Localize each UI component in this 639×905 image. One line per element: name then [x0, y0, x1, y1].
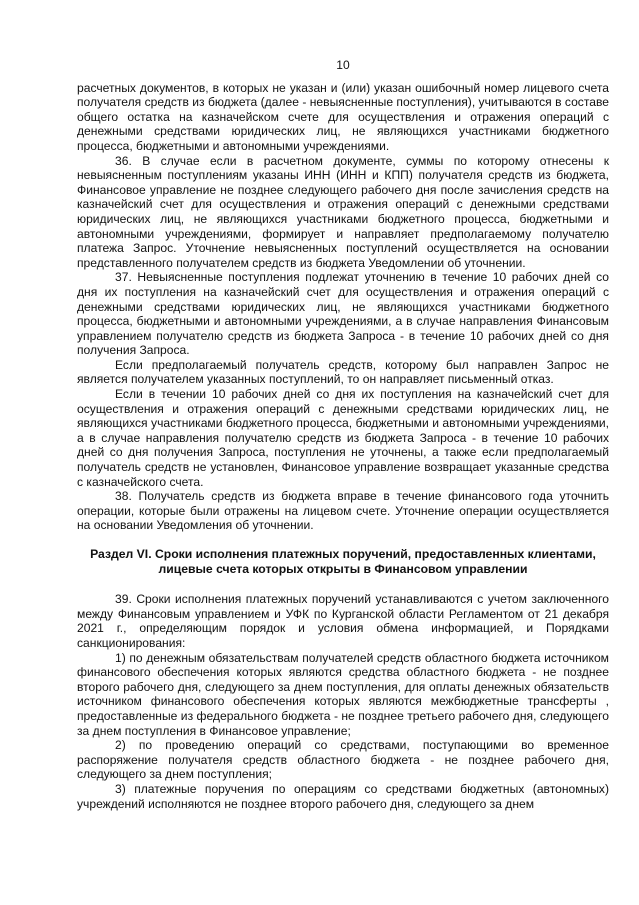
paragraph: 39. Сроки исполнения платежных поручений устанавливаются с учетом заключенного между Финансовым управлением и УФК по Курганской области Регламентом от 21 декабря 2021 г., определяющим порядок и условия обмена информацией, и Порядками санкционирования:	[77, 592, 609, 650]
paragraph: 36. В случае если в расчетном документе, суммы по которому отнесены к невыясненным поступлениям указаны ИНН (ИНН и КПП) получателя средств из бюджета, Финансовое управление не позднее следующего рабочего дня после зачисления средств на казначейский счет для осуществления и отражения операций с денежными средствами юридических лиц, не являющихся участниками бюджетного процесса, бюджетными и автономными учреждениями, формирует и направляет предполагаемому получателю платежа Запрос. Уточнение невыясненных поступлений осуществляется на основании представленного получателем средств из бюджета Уведомлении об уточнении.	[77, 153, 609, 270]
paragraph: 38. Получатель средств из бюджета вправе в течение финансового года уточнить операции, которые были отражены на лицевом счете. Уточнение операции осуществляется на основании Уведомления об уточнении.	[77, 489, 609, 533]
paragraphs-before	[77, 81, 609, 533]
paragraph: расчетных документов, в которых не указан и (или) указан ошибочный номер лицевого счета получателя средств из бюджета (далее - невыясненные поступления), учитываются в составе общего остатка на казначейском счете для осуществления и отражения операций с денежными средствами юридических лиц, не являющихся участниками бюджетного процесса, бюджетными и автономными учреждениями.	[77, 80, 609, 153]
paragraph: 3) платежные поручения по операциям со средствами бюджетных (автономных) учреждений исполняются не позднее второго рабочего дня, следующего за днем	[77, 781, 609, 811]
paragraph: 37. Невыясненные поступления подлежат уточнению в течение 10 рабочих дней со дня их поступления на казначейский счет для осуществления и отражения операций с денежными средствами юридических лиц, не являющихся участниками бюджетного процесса, бюджетными и автономными учреждениями, а в случае направления Финансовым управлением получателю средств из бюджета Запроса - в течение 10 рабочих дней со дня получения Запроса.	[77, 270, 609, 358]
paragraphs-after	[77, 592, 609, 811]
section-heading: Раздел VI. Сроки исполнения платежных поручений, предоставленных клиентами, лицевые счета которых открыты в Финансовом управлении	[90, 547, 596, 576]
paragraph: 1) по денежным обязательствам получателей средств областного бюджета источником финансового обеспечения которых являются средства областного бюджета - не позднее второго рабочего дня, следующего за днем поступления, для оплаты денежных обязательств источником финансового обеспечения которых являются межбюджетные трансферты , предоставленные из федерального бюджета - не позднее третьего рабочего дня, следующего за днем поступления в Финансовое управление;	[77, 650, 609, 738]
paragraph: 2) по проведению операций со средствами, поступающими во временное распоряжение получателя средств областного бюджета - не позднее рабочего дня, следующего за днем поступления;	[77, 738, 609, 782]
paragraph: Если в течении 10 рабочих дней со дня их поступления на казначейский счет для осуществления и отражения операций с денежными средствами юридических лиц, не являющихся участниками бюджетного процесса, бюджетными и автономными учреждениями, а в случае направления получателю средств из бюджета Запроса - в течение 10 рабочих дней со дня получения Запроса, поступления не уточнены, а также если предполагаемый получатель средств не установлен, Финансовое управление возвращает указанные средства с казначейского счета.	[77, 387, 609, 489]
paragraph: Если предполагаемый получатель средств, которому был направлен Запрос не является получателем указанных поступлений, то он направляет письменный отказ.	[77, 357, 609, 387]
page-number: 10	[336, 58, 350, 72]
